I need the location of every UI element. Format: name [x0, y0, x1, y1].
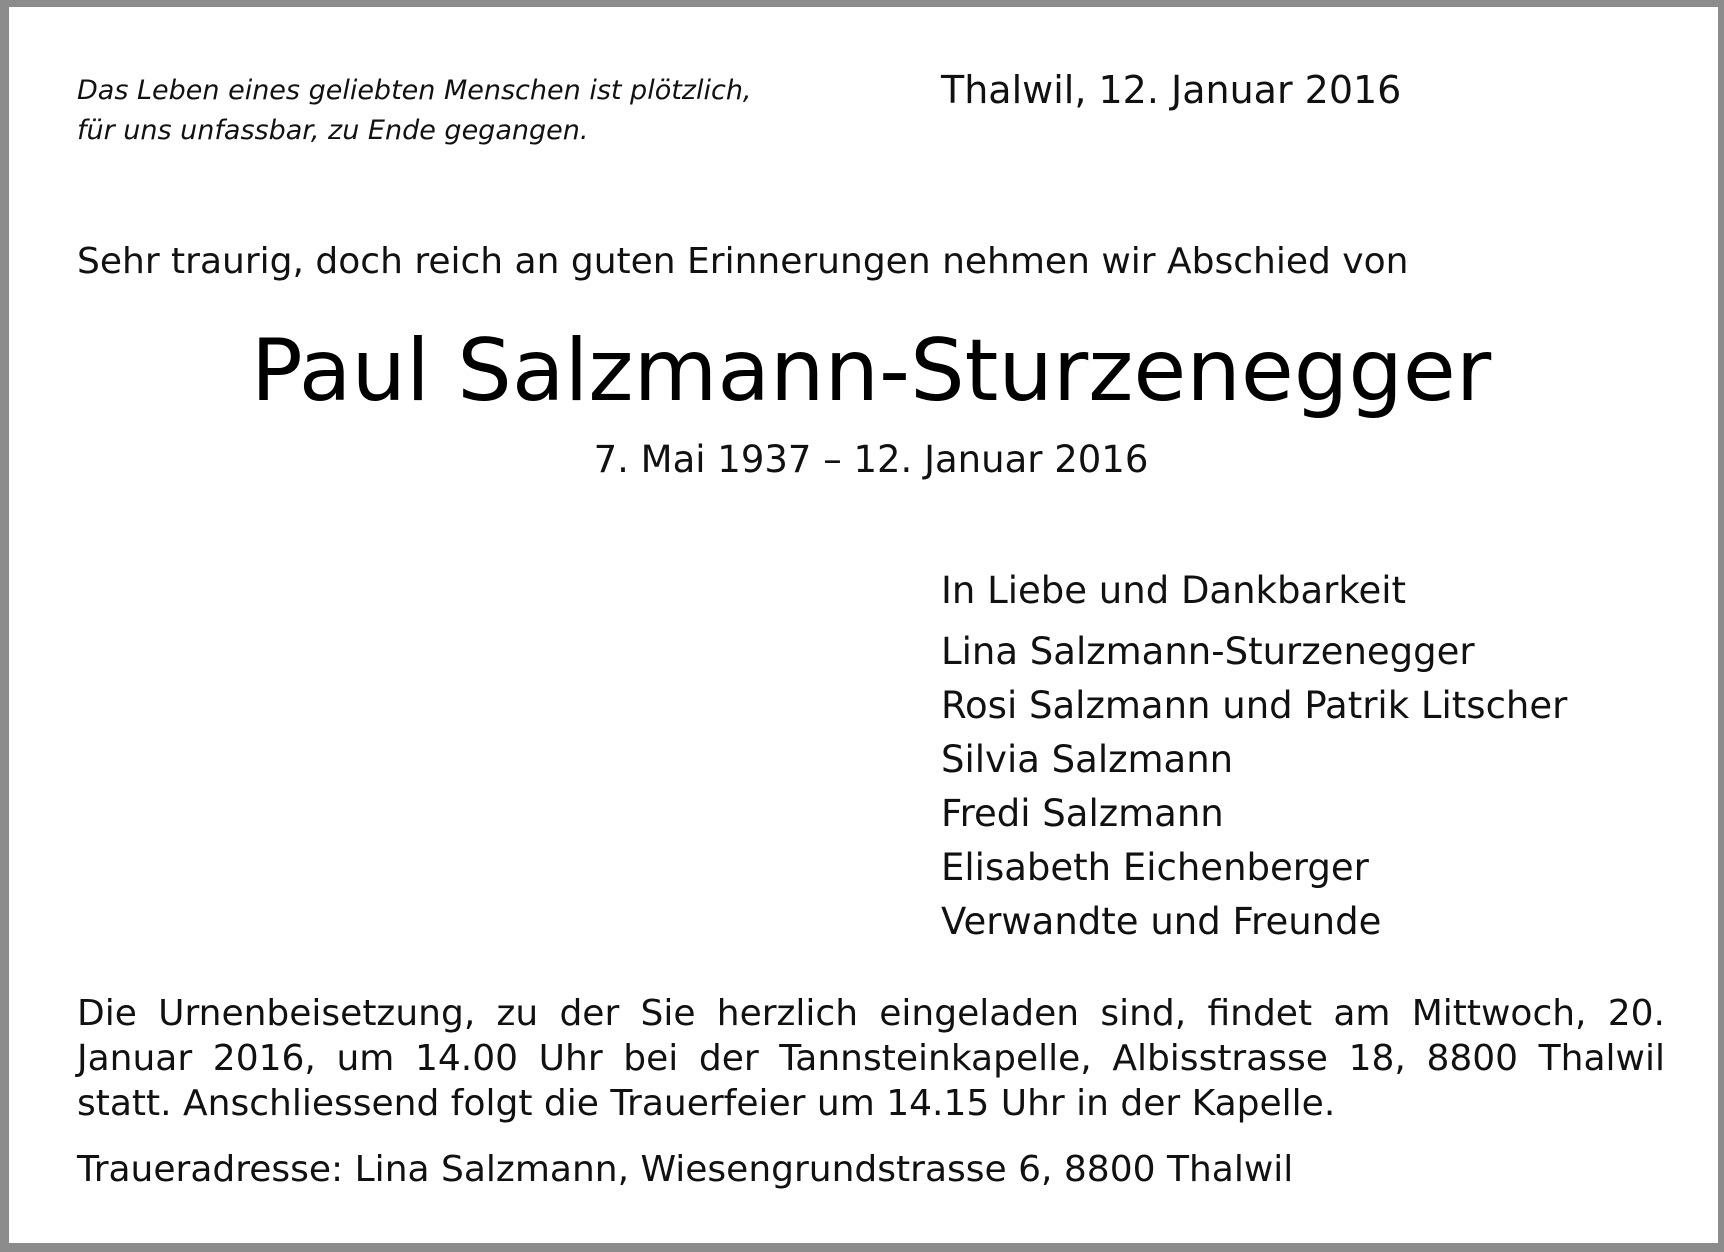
- mourner-item: Lina Salzmann-Sturzenegger: [941, 630, 1475, 673]
- memorial-quote: [77, 71, 752, 151]
- deceased-lifespan: 7. Mai 1937 – 12. Januar 2016: [593, 438, 1149, 481]
- mourning-address: Traueradresse: Lina Salzmann, Wiesengrundstrasse 6, 8800 Thalwil: [77, 1149, 1294, 1190]
- mourner-item: Elisabeth Eichenberger: [941, 846, 1369, 889]
- mourner-item: Rosi Salzmann und Patrik Litscher: [941, 684, 1568, 727]
- mourner-item: Silvia Salzmann: [941, 738, 1234, 781]
- memorial-quote-line-2: für uns unfassbar, zu Ende gegangen.: [77, 115, 589, 146]
- signoff-line: In Liebe und Dankbarkeit: [941, 569, 1407, 612]
- deceased-name: Paul Salzmann-Sturzenegger: [250, 321, 1492, 421]
- funeral-details-paragraph: Die Urnenbeisetzung, zu der Sie herzlich eingeladen sind, findet am Mittwoch, 20. Januar 2016, um 14.00 Uhr bei der Tannsteinkapelle, Albisstrasse 18, 8800 Thalwil statt. Anschliessend folgt die Trauerfeier um 14.15 Uhr in der Kapelle.: [77, 993, 1665, 1124]
- memorial-quote-line-1: Das Leben eines geliebten Menschen ist plötzlich,: [77, 75, 752, 106]
- mourners-list: [941, 625, 1567, 949]
- mourner-item: Verwandte und Freunde: [941, 900, 1382, 943]
- intro-sentence: Sehr traurig, doch reich an guten Erinnerungen nehmen wir Abschied von: [77, 241, 1409, 282]
- place-and-date: Thalwil, 12. Januar 2016: [941, 68, 1402, 112]
- mourner-item: Fredi Salzmann: [941, 792, 1224, 835]
